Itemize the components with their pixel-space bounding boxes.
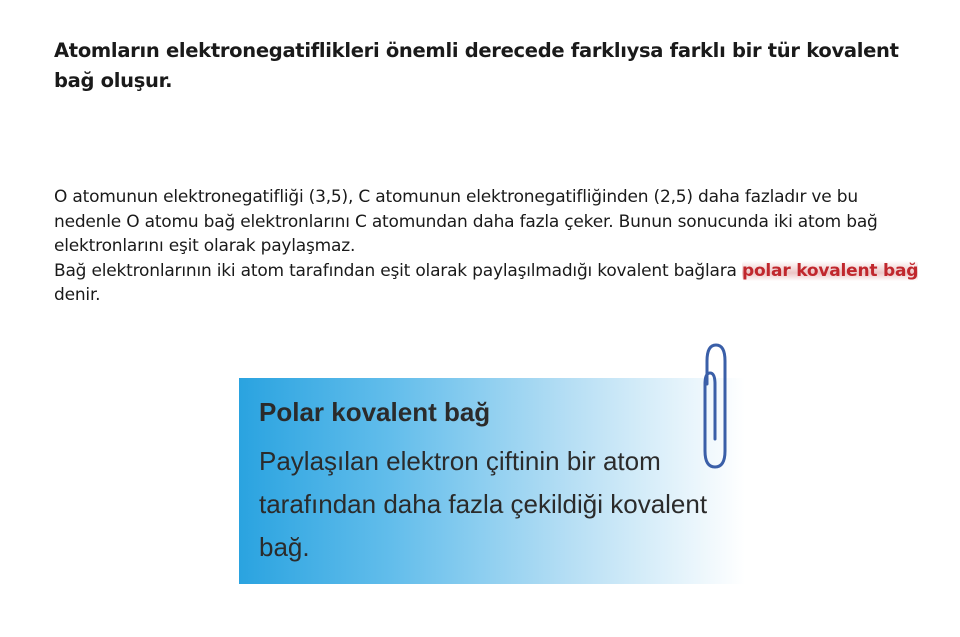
slide-title: Atomların elektronegatiflikleri önemli derecede farklıysa farklı bir tür kovalent bağ oluşur. [54,39,899,92]
definition-card-text: Paylaşılan elektron çiftinin bir atom tarafından daha fazla çekildiği kovalent bağ. [259,446,708,562]
paperclip-icon [694,340,738,474]
definition-card-title: Polar kovalent bağ [259,397,491,427]
paragraph-definition [54,259,924,308]
polar-covalent-highlight: polar kovalent bağ [741,260,919,281]
paragraph-electronegativity: O atomunun elektronegatifliği (3,5), C atomunun elektronegatifliğinden (2,5) daha fazladır ve bu nedenle O atomu bağ elektronlarını C atomundan daha fazla çeker. Bunun sonucunda iki atom bağ elektronlarını eşit olarak paylaşmaz. [54,187,878,256]
paragraph-definition-start: Bağ elektronlarının iki atom tarafından eşit olarak paylaşılmadığı kovalent bağlara [54,260,742,281]
slide-body [54,185,924,308]
definition-card [239,378,745,584]
paragraph-definition-end: denir. [54,285,101,305]
